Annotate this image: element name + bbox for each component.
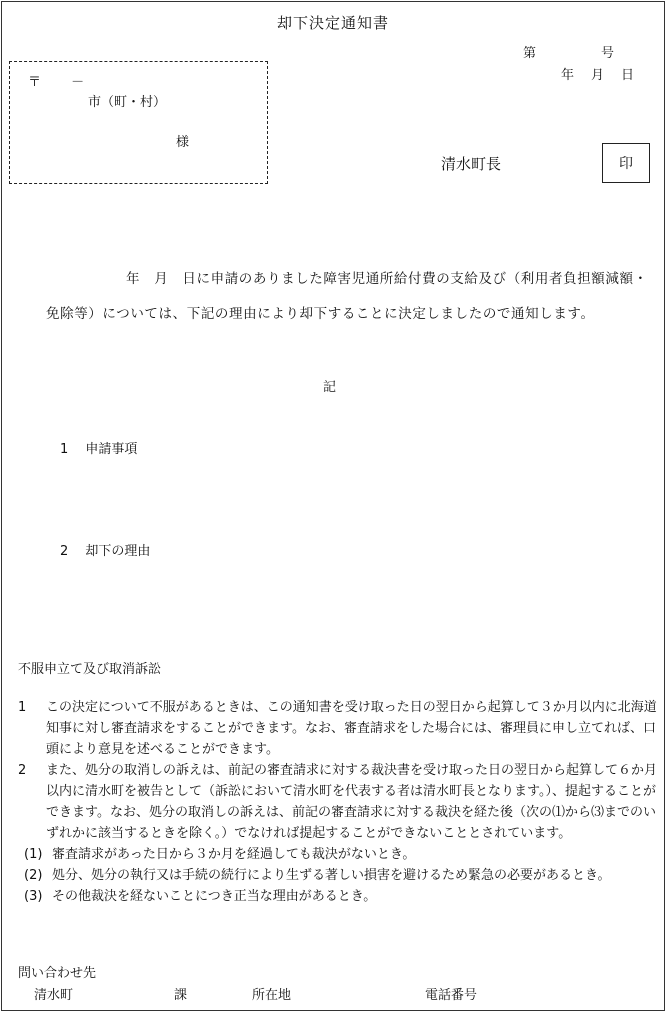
item-number: 2 xyxy=(60,544,69,559)
notice-point xyxy=(18,760,658,844)
notice-heading: 不服申立て及び取消訴訟 xyxy=(18,662,162,677)
address-box xyxy=(9,61,268,184)
item-label: 申請事項 xyxy=(85,442,138,457)
item-reason xyxy=(60,540,150,559)
body-paragraph: 年 月 日に申請のありました障害児通所給付費の支給及び（利用者負担額減額・免除等）については、下記の理由により却下することに決定しましたので通知します。 xyxy=(46,271,648,322)
contact-heading: 問い合わせ先 xyxy=(18,966,97,981)
contact-location: 所在地 xyxy=(252,988,292,1003)
subpoint-text: 審査請求があった日から３か月を経過しても裁決がないとき。 xyxy=(52,847,416,862)
address-city: 市（町・村） xyxy=(88,95,167,110)
recipient-honorific: 様 xyxy=(176,135,190,150)
document-date: 年 月 日 xyxy=(561,68,637,83)
subpoint-number: (2) xyxy=(24,868,43,883)
notice-subpoint xyxy=(18,844,658,865)
contact-phone: 電話番号 xyxy=(425,988,478,1003)
notice-subpoint xyxy=(18,886,658,907)
item-application xyxy=(60,438,137,457)
contact-section: 課 xyxy=(174,988,188,1003)
document-title: 却下決定通知書 xyxy=(276,14,389,32)
subpoint-number: (3) xyxy=(24,889,43,904)
postal-code: 〒 － xyxy=(28,75,85,90)
contact-town: 清水町 xyxy=(34,988,74,1003)
sender-name: 清水町長 xyxy=(441,155,502,173)
notice-list xyxy=(18,697,658,907)
subpoint-text: 処分、処分の執行又は手続の続行により生ずる著しい損害を避けるため緊急の必要があるとき。 xyxy=(52,868,611,883)
point-number: 1 xyxy=(18,700,27,715)
subpoint-number: (1) xyxy=(24,847,43,862)
notice-point xyxy=(18,697,658,760)
notice-subpoint xyxy=(18,865,658,886)
point-text: この決定について不服があるときは、この通知書を受け取った日の翌日から起算して３か月以内に北海道知事に対し審査請求をすることができます。なお、審査請求をした場合には、審理員に申し立てれば、口頭により意見を述べることができます。 xyxy=(46,700,657,757)
subpoint-text: その他裁決を経ないことにつき正当な理由があるとき。 xyxy=(52,889,377,904)
item-label: 却下の理由 xyxy=(85,544,151,559)
seal-label: 印 xyxy=(619,156,633,172)
point-text: また、処分の取消しの訴えは、前記の審査請求に対する裁決書を受け取った日の翌日から起算して６か月以内に清水町を被告として（訴訟において清水町を代表する者は清水町長となります。）、提起することができます。なお、処分の取消しの訴えは、前記の審査請求に対する裁決を経た後（次の⑴から⑶までのいずれかに該当するときを除く。）でなければ提起することができないこととされています。 xyxy=(46,763,658,841)
item-number: 1 xyxy=(60,442,69,457)
document-number: 第 号 xyxy=(523,46,615,61)
point-number: 2 xyxy=(18,763,27,778)
seal-box xyxy=(602,143,650,183)
ki-heading: 記 xyxy=(323,380,337,395)
